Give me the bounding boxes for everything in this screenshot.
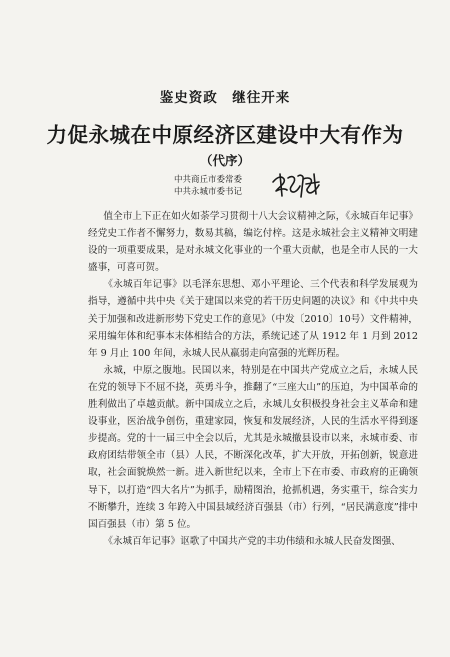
author-title-line-2: 中共永城市委书记 bbox=[174, 187, 243, 197]
handwritten-signature-icon bbox=[270, 170, 322, 200]
page-title: 力促永城在中原经济区建设中大有作为 bbox=[46, 123, 404, 147]
paragraph: 《永城百年记事》讴歌了中国共产党的丰功伟绩和永城人民奋发图强、 bbox=[103, 535, 401, 547]
paragraph: 《永城百年记事》以毛泽东思想、邓小平理论、三个代表和科学发展观为指导，遵循中共中央《关于建国以来党的若干历史问题的决议》和《中共中央关于加强和改进新形势下党史工作的意见》（中发〔2010〕10号）文件精神，采用编年体和纪事本末体相结合的方法，系统记述了从 1912 年 1 月到 2012 年 9 月止 100 年间，永城人民从羸弱走向富强的光辉历程。 bbox=[88, 279, 418, 359]
paragraph: 值全市上下正在如火如荼学习贯彻十八大会议精神之际，《永城百年记事》经党史工作者不懈努力，数易其稿，编讫付梓。这是永城社会主义精神文明建设的一项重要成果，是对永城文化事业的一个重大贡献，也是全市人民的一大盛事，可喜可贺。 bbox=[88, 211, 418, 274]
article-body bbox=[88, 208, 418, 550]
author-title-line-1: 中共商丘市委常委 bbox=[174, 175, 243, 185]
slogan-heading: 鉴史资政 继往开来 bbox=[159, 90, 291, 106]
paragraph: 永城，中原之腹地。民国以来，特别是在中国共产党成立之后，永城人民在党的领导下不屈不挠，英勇斗争，推翻了“三座大山”的压迫，为中国革命的胜利做出了卓越贡献。新中国成立之后，永城儿女积极投身社会主义革命和建设事业，医治战争创伤，重建家园，恢复和发展经济，人民的生活水平得到逐步提高。党的十一届三中全会以后，尤其是永城撤县设市以来，永城市委、市政府团结带领全市（县）人民，不断深化改革，扩大开放，开拓创新，锐意进取，社会面貌焕然一新。进入新世纪以来，全市上下在市委、市政府的正确领导下，以打造“四大名片”为抓手，励精图治，抢抓机遇，务实重干，综合实力不断攀升，连续 3 年跨入中国县域经济百强县（市）行列，“居民满意度”排中国百强县（市）第 5 位。 bbox=[88, 364, 418, 530]
subtitle: （代序） bbox=[199, 153, 250, 168]
